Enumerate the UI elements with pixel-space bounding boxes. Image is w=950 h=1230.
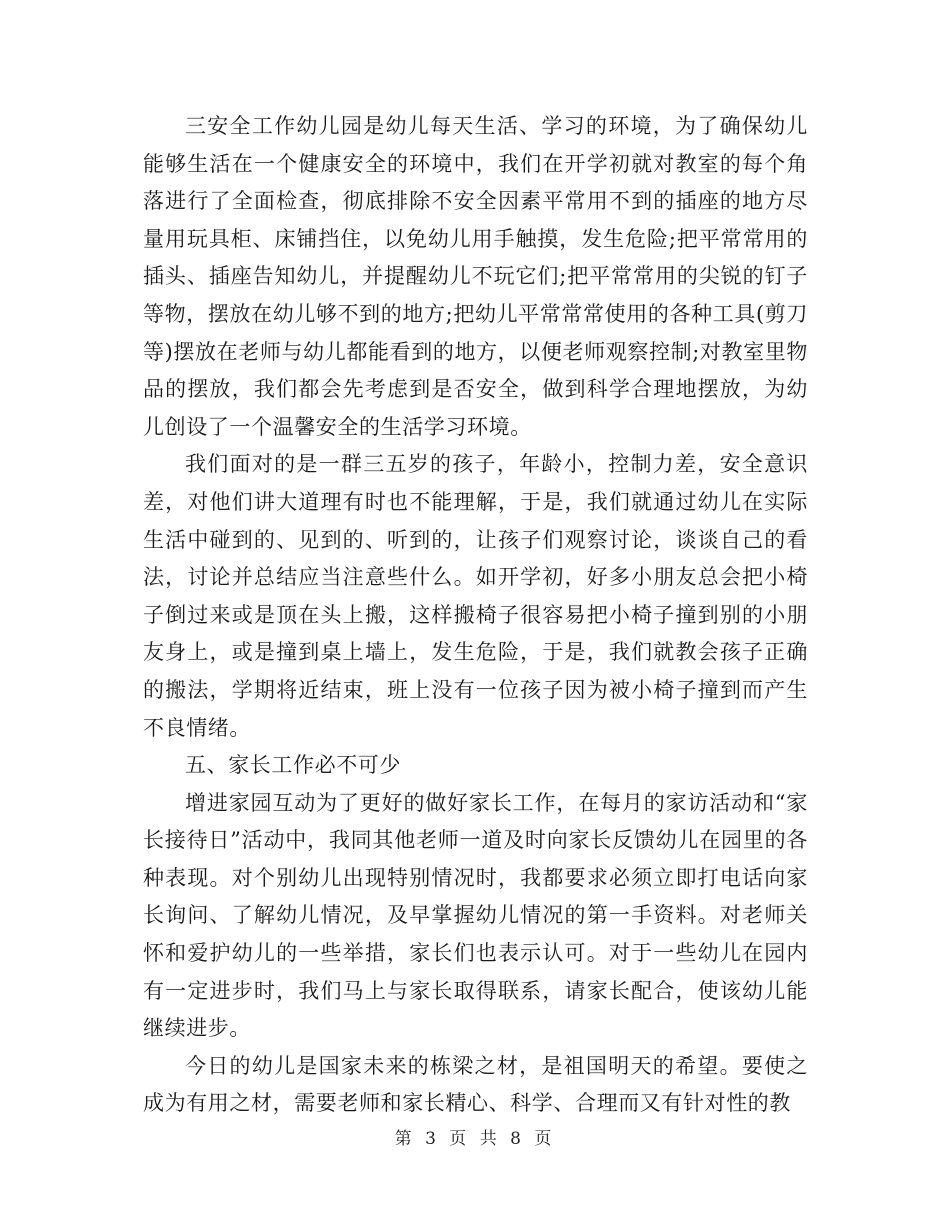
section-heading-parent-work: 五、家长工作必不可少 — [185, 753, 401, 778]
document-body — [143, 108, 808, 1123]
paragraph-safety-environment: 三安全工作幼儿园是幼儿每天生活、学习的环境，为了确保幼儿能够生活在一个健康安全的环境中，我们在开学初就对教室的每个角落进行了全面检查，彻底排除不安全因素平常用不到的插座的地方尽量用玩具柜、床铺挡住，以免幼儿用手触摸，发生危险;把平常常用的插头、插座告知幼儿，并提醒幼儿不玩它们;把平常常用的尖锐的钉子等物，摆放在幼儿够不到的地方;把幼儿平常常常使用的各种工具(剪刀等)摆放在老师与幼儿都能看到的地方，以便老师观察控制;对教室里物品的摆放，我们都会先考虑到是否安全，做到科学合理地摆放，为幼儿创设了一个温馨安全的生活学习环境。 — [143, 114, 808, 439]
paragraph-future-talent: 今日的幼儿是国家未来的栋梁之材，是祖国明天的希望。要使之成为有用之材，需要老师和家长精心、科学、合理而又有针对性的教 — [143, 1053, 808, 1116]
paragraph-safety-education: 我们面对的是一群三五岁的孩子，年龄小，控制力差，安全意识差，对他们讲大道理有时也不能理解，于是，我们就通过幼儿在实际生活中碰到的、见到的、听到的，让孩子们观察讨论，谈谈自己的看法，讨论并总结应当注意些什么。如开学初，好多小朋友总会把小椅子倒过来或是顶在头上搬，这样搬椅子很容易把小椅子撞到别的小朋友身上，或是撞到桌上墙上，发生危险，于是，我们就教会孩子正确的搬法，学期将近结束，班上没有一位孩子因为被小椅子撞到而产生不良情绪。 — [143, 452, 808, 740]
paragraph-home-school-interaction: 增进家园互动为了更好的做好家长工作，在每月的家访活动和“家长接待日”活动中，我同其他老师一道及时向家长反馈幼儿在园里的各种表现。对个别幼儿出现特别情况时，我都要求必须立即打电话向家长询问、了解幼儿情况，及早掌握幼儿情况的第一手资料。对老师关怀和爱护幼儿的一些举措，家长们也表示认可。对于一些幼儿在园内有一定进步时，我们马上与家长取得联系，请家长配合，使该幼儿能继续进步。 — [143, 790, 808, 1041]
page-number-footer: 第 3 页 共 8 页 — [394, 1129, 556, 1149]
